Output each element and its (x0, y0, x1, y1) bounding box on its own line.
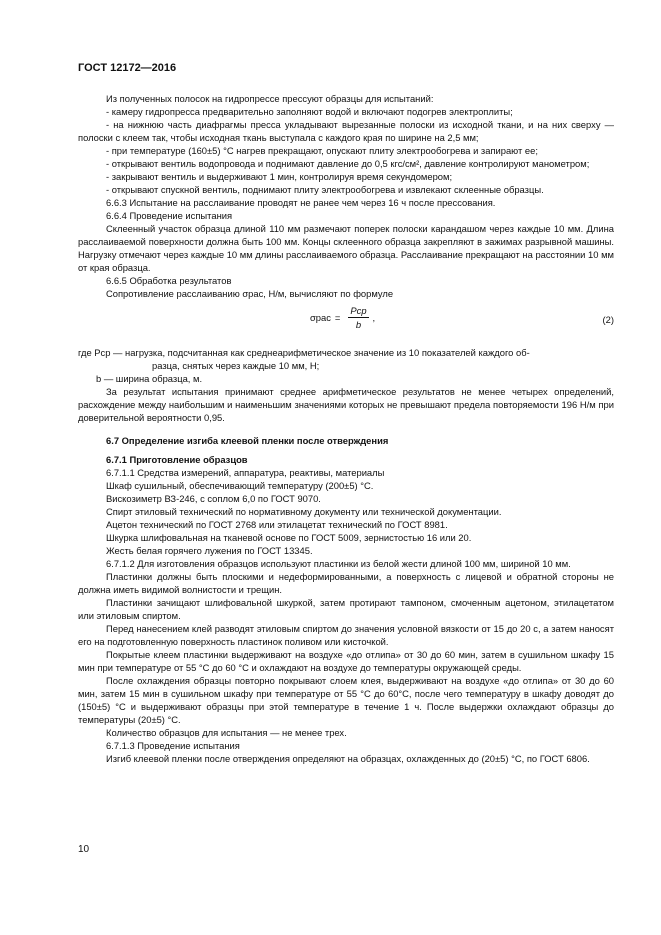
subsection-heading: 6.7.1 Приготовление образцов (106, 454, 248, 465)
formula-block (78, 300, 614, 336)
paragraph: Из полученных полосок на гидропрессе прессуют образцы для испытаний: (106, 93, 434, 104)
paragraph: Сопротивление расслаиванию σрас, Н/м, вычисляют по формуле (106, 288, 394, 299)
paragraph: Пластинки зачищают шлифовальной шкуркой, затем протирают тампоном, смоченным ацетоном, этилацетатом или этиловым спиртом. (78, 597, 614, 621)
paragraph: Ацетон технический по ГОСТ 2768 или этилацетат технический по ГОСТ 8981. (106, 519, 448, 530)
formula-numerator: Pср (350, 305, 367, 316)
list-item: - камеру гидропресса предварительно заполняют водой и включают подогрев электроплиты; (106, 106, 513, 117)
where-intro: где Pср — (78, 347, 123, 358)
formula-lhs: σрас (310, 312, 331, 323)
subsection-heading: 6.7.1.3 Проведение испытания (106, 740, 240, 751)
formula-fraction (348, 304, 368, 331)
subsection-heading: 6.6.4 Проведение испытания (106, 210, 233, 221)
paragraph: Шкаф сушильный, обеспечивающий температуру (200±5) °С. (106, 480, 374, 491)
paragraph: Перед нанесением клей разводят этиловым спиртом до значения условной вязкости от 15 до 20 с, а затем наносят его на подготовленную поверхность пластинок поливом или кисточкой. (78, 623, 614, 647)
section-heading: 6.7 Определение изгиба клеевой пленки после отверждения (106, 435, 389, 446)
where-b-def: b — ширина образца, м. (96, 373, 203, 384)
paragraph: 6.6.3 Испытание на расслаивание проводят не ранее чем через 16 ч после прессования. (106, 197, 496, 208)
paragraph: Склеенный участок образца длиной 110 мм размечают поперек полоски карандашом через каждые 10 мм. Длина расслаиваемой поверхности должна быть 100 мм. Концы склеенного образца закрепляют в зажимах разрывной машины. Нагрузку отмечают через каждые 10 мм длины расслаиваемого образца. Расслаивание прекращают на расстоянии 10 мм от края образца. (78, 223, 614, 273)
formula-denominator: b (355, 319, 362, 330)
paragraph: Жесть белая горячего лужения по ГОСТ 13345. (106, 545, 313, 556)
subsection-heading: 6.6.5 Обработка результатов (106, 275, 232, 286)
where-continuation: разца, снятых через каждые 10 мм, Н; (152, 360, 320, 371)
paragraph: Вискозиметр ВЗ-246, с соплом 6,0 по ГОСТ 9070. (106, 493, 321, 504)
list-item: - при температуре (160±5) °С нагрев прекращают, опускают плиту электрообогрева и запирают ее; (106, 145, 538, 156)
equation-number: (2) (602, 314, 614, 325)
formula-tail: , (372, 312, 376, 323)
paragraph: 6.7.1.2 Для изготовления образцов используют пластинки из белой жести длиной 100 мм, шириной 10 мм. (106, 558, 571, 569)
paragraph: Спирт этиловый технический по нормативному документу или технической документации. (106, 506, 502, 517)
paragraph: Пластинки должны быть плоскими и недеформированными, а поверхность с лицевой и обратной стороны не должна иметь видимой волнистости и трещин. (78, 571, 614, 595)
paragraph: Изгиб клеевой пленки после отверждения определяют на образцах, охлажденных до (20±5) °С, по ГОСТ 6806. (106, 753, 590, 764)
list-item: - закрывают вентиль и выдерживают 1 мин, контролируя время секундомером; (106, 171, 453, 182)
page-number: 10 (78, 844, 90, 855)
paragraph: Шкурка шлифовальная на тканевой основе по ГОСТ 5009, зернистостью 16 или 20. (106, 532, 472, 543)
list-item: - открывают спускной вентиль, поднимают плиту электрообогрева и извлекают склеенные образцы. (106, 184, 544, 195)
paragraph: После охлаждения образцы повторно покрывают слоем клея, выдерживают на воздухе «до отлипа» от 30 до 60 мин, затем 15 мин в сушильном шкафу при температуре от 55 °С до 60°С, после чего температуру в шкафу доводят до (150±5) °С и выдерживают образцы при этой температуре в течение 1 ч. После выдержки охлаждают образцы до температуры (20±5) °С. (78, 675, 614, 725)
formula (310, 304, 375, 331)
paragraph: 6.7.1.1 Средства измерений, аппаратура, реактивы, материалы (106, 467, 385, 478)
paragraph: Покрытые клеем пластинки выдерживают на воздухе «до отлипа» от 30 до 60 мин, затем в сушильном шкафу 15 мин при температуре от 55 °С до 60 °С и охлаждают на воздухе до температуры окружающей среды. (78, 649, 614, 673)
list-item: - на нижнюю часть диафрагмы пресса укладывают вырезанные полоски из исходной ткани, и на них сверху — полоски с клеем так, чтобы исходная ткань выступала с каждого края по ширине на 2,5 мм; (78, 119, 614, 143)
document-header: ГОСТ 12172—2016 (78, 62, 177, 74)
list-item: - открывают вентиль водопровода и поднимают давление до 0,5 кгс/см², давление контролируют манометром; (106, 158, 590, 169)
where-line (78, 346, 614, 359)
formula-equals: = (334, 312, 341, 323)
paragraph: Количество образцов для испытания — не менее трех. (106, 727, 347, 738)
paragraph: За результат испытания принимают среднее арифметическое результатов не менее четырех определений, расхождение между наибольшим и наименьшим значениями которых не превышают предела повторяемости 196 Н/м при доверительной вероятности 0,95. (78, 386, 614, 423)
document-body (78, 92, 614, 765)
where-p-def: нагрузка, подсчитанная как среднеарифметическое значение из 10 показателей каждого об- (125, 347, 530, 358)
